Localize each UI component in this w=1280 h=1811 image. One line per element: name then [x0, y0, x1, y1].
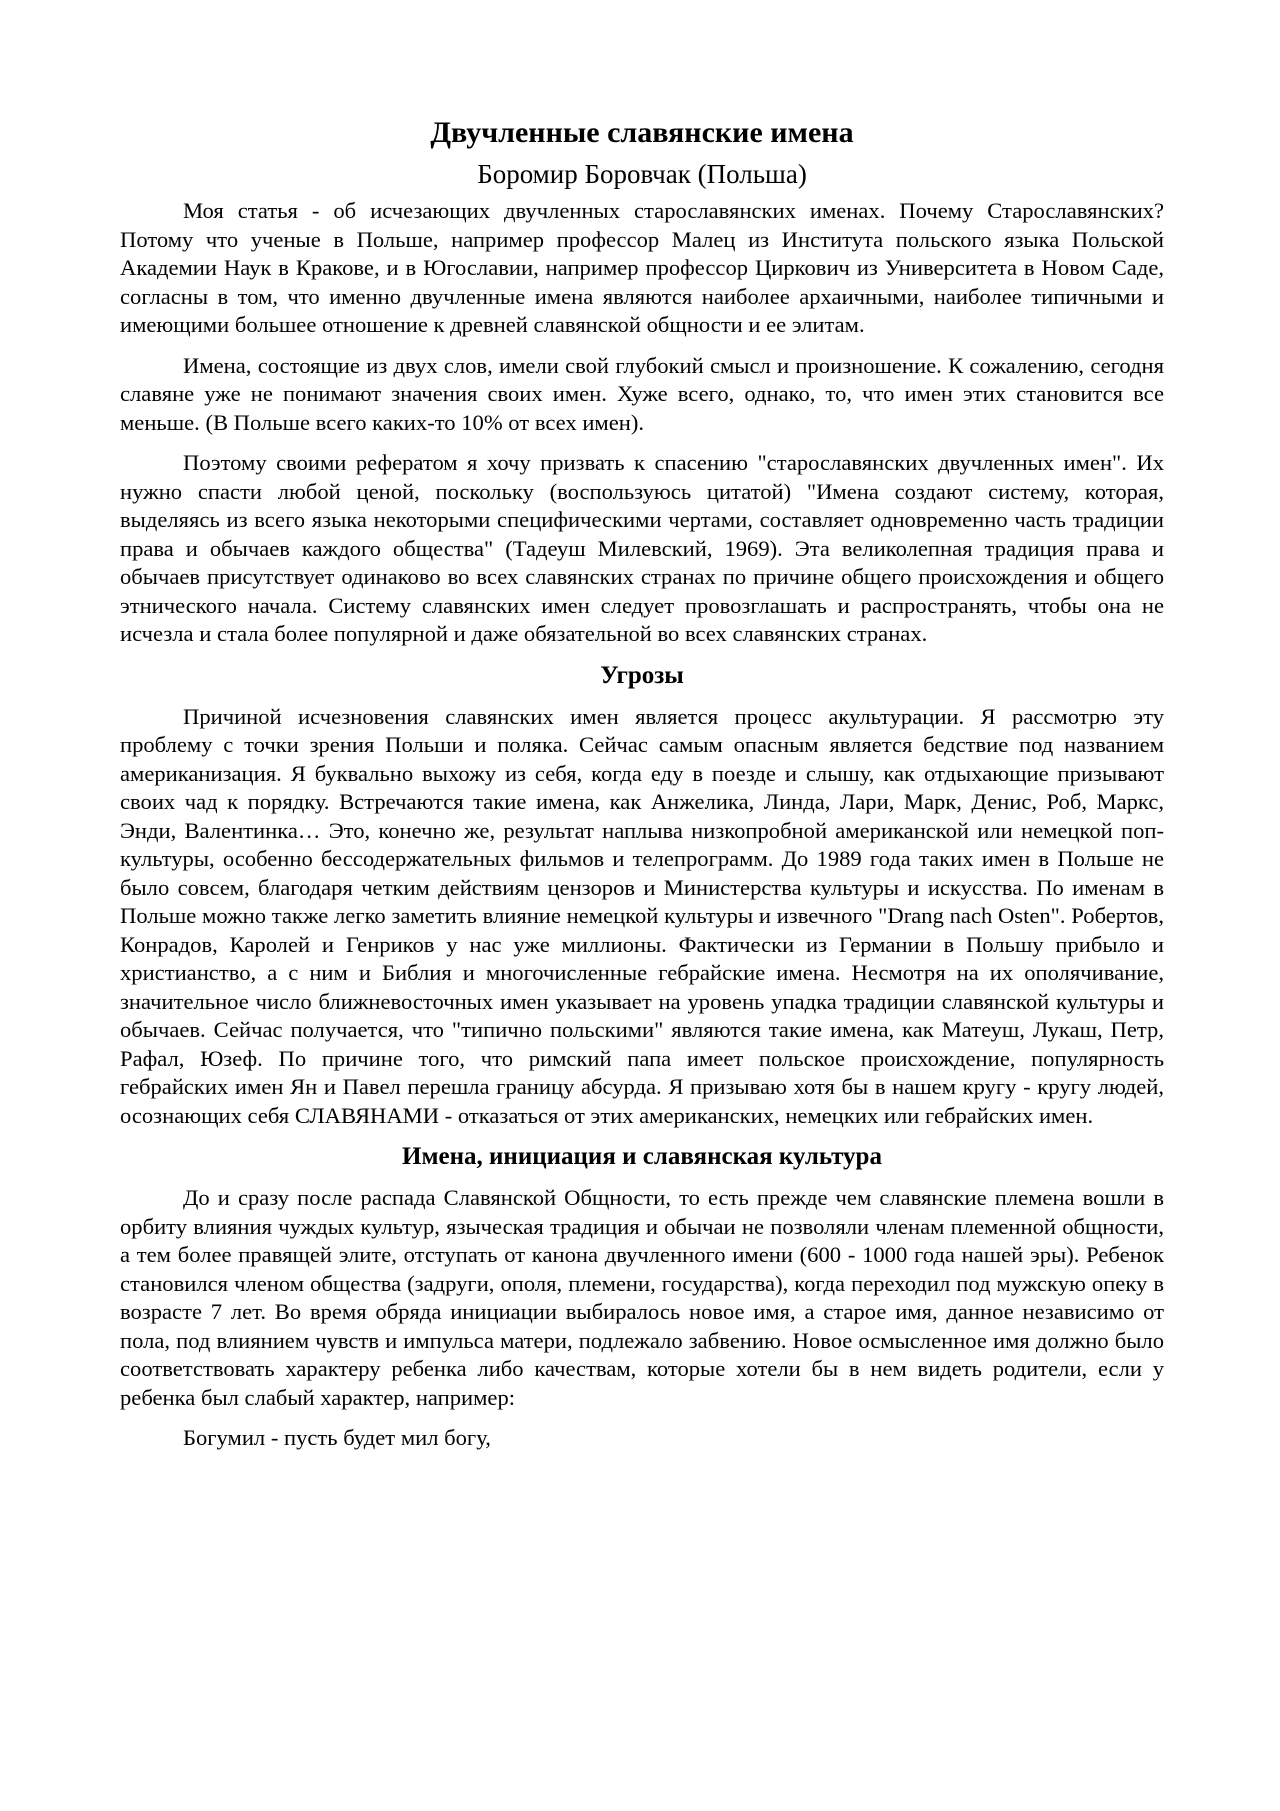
document-title: Двучленные славянские имена	[430, 116, 854, 149]
section-heading-names-initiation: Имена, инициация и славянская культура	[402, 1143, 882, 1170]
paragraph: До и сразу после распада Славянской Общности, то есть прежде чем славянские племена вошли в орбиту влияния чуждых культур, языческая традиция и обычаи не позволяли членам племенной общности, а тем более правящей элите, отступать от канона двучленного имени (600 - 1000 года нашей эры). Ребенок становился членом общества (задруги, ополя, племени, государства), когда переходил под мужскую опеку в возрасте 7 лет. Во время обряда инициации выбиралось новое имя, а старое имя, данное независимо от пола, под влиянием чувств и импульса матери, подлежало забвению. Новое осмысленное имя должно было соответствовать характеру ребенка либо качествам, которые хотели бы в нем видеть родители, если у ребенка был слабый характер, например:	[120, 1185, 1164, 1410]
example-line: Богумил - пусть будет мил богу,	[183, 1425, 491, 1450]
paragraph: Причиной исчезновения славянских имен является процесс акультурации. Я рассмотрю эту проблему с точки зрения Польши и поляка. Сейчас самым опасным является бедствие под названием американизация. Я буквально выхожу из себя, когда еду в поезде и слышу, как отдыхающие призывают своих чад к порядку. Встречаются такие имена, как Анжелика, Линда, Лари, Марк, Денис, Роб, Маркс, Энди, Валентинка… Это, конечно же, результат наплыва низкопробной американской или немецкой поп-культуры, особенно бессодержательных фильмов и телепрограмм. До 1989 года таких имен в Польше не было совсем, благодаря четким действиям цензоров и Министерства культуры и искусства. По именам в Польше можно также легко заметить влияние немецкой культуры и извечного "Drang nach Osten". Робертов, Конрадов, Каролей и Генриков у нас уже миллионы. Фактически из Германии в Польшу прибыло и христианство, а с ним и Библия и многочисленные гебрайские имена. Несмотря на их ополячивание, значительное число ближневосточных имен указывает на уровень упадка традиции славянской культуры и обычаев. Сейчас получается, что "типично польскими" являются такие имена, как Матеуш, Лукаш, Петр, Рафал, Юзеф. По причине того, что римский папа имеет польское происхождение, популярность гебрайских имен Ян и Павел перешла границу абсурда. Я призываю хотя бы в нашем кругу - кругу людей, осознающих себя СЛАВЯНАМИ - отказаться от этих американских, немецких или гебрайских имен.	[120, 703, 1164, 1128]
paragraph: Поэтому своими рефератом я хочу призвать к спасению "старославянских двучленных имен". Их нужно спасти любой ценой, поскольку (воспользуюсь цитатой) "Имена создают систему, которая, выделяясь из всего языка некоторыми специфическими чертами, составляет одновременно часть традиции права и обычаев каждого общества" (Тадеуш Милевский, 1969). Эта великолепная традиция права и обычаев присутствует одинаково во всех славянских странах по причине общего происхождения и общего этнического начала. Систему славянских имен следует провозглашать и распространять, чтобы она не исчезла и стала более популярной и даже обязательной во всех славянских странах.	[120, 450, 1164, 646]
paragraph: Моя статья - об исчезающих двучленных старославянских именах. Почему Старославянских? Потому что ученые в Польше, например профессор Малец из Института польского языка Польской Академии Наук в Кракове, и в Югославии, например профессор Циркович из Университета в Новом Саде, согласны в том, что именно двучленные имена являются наиболее архаичными, наиболее типичными и имеющими большее отношение к древней славянской общности и ее элитам.	[120, 198, 1164, 337]
author-line: Боромир Боровчак (Польша)	[477, 159, 807, 189]
section-heading-threats: Угрозы	[600, 661, 684, 689]
paragraph: Имена, состоящие из двух слов, имели свой глубокий смысл и произношение. К сожалению, сегодня славяне уже не понимают значения своих имен. Хуже всего, однако, то, что имен этих становится все меньше. (В Польше всего каких-то 10% от всех имен).	[120, 352, 1164, 435]
document-page	[120, 115, 1164, 1453]
